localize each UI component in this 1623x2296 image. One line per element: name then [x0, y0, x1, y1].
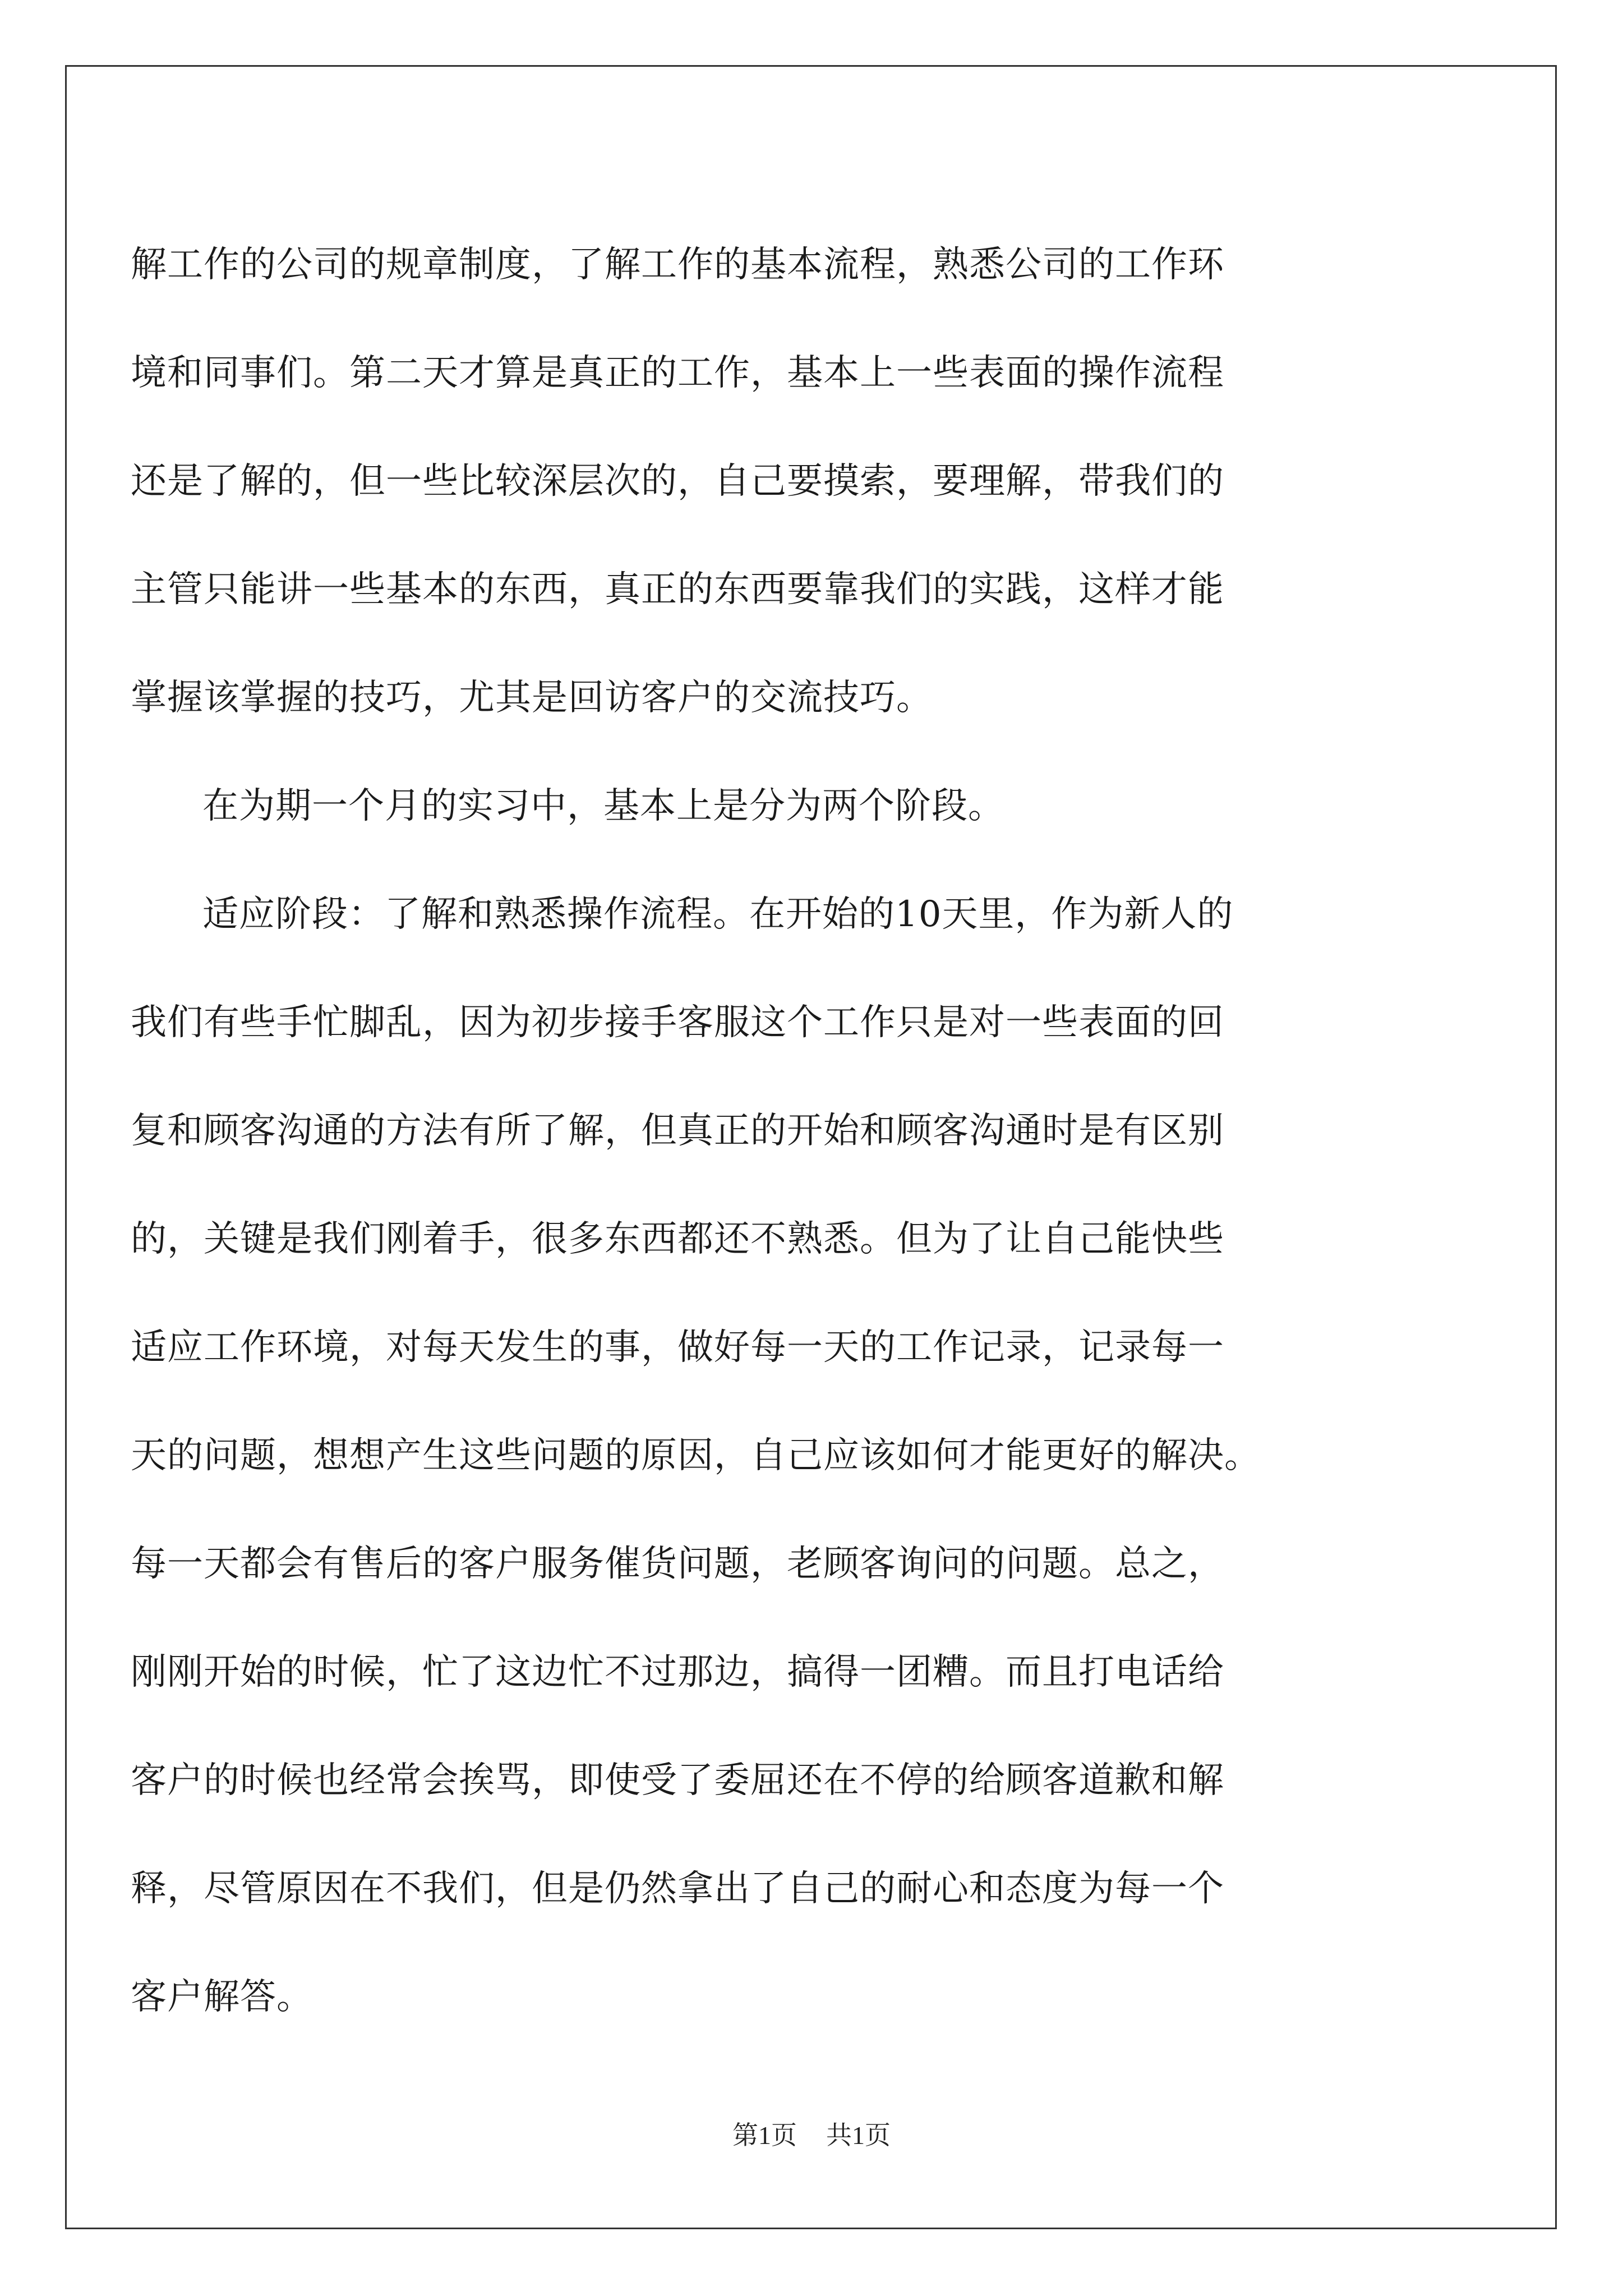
page-footer: [0, 2115, 1623, 2152]
paragraph-3: 适应阶段：了解和熟悉操作流程。在开始的10天里，作为新人的 我们有些手忙脚乱，因为初步接手客服这个工作只是对一些表面的回 复和顾客沟通的方法有所了解，但真正的开始和顾客沟通时是有区别 的，关键是我们刚着手，很多东西都还不熟悉。但为了让自己能快些 适应工作环境，对每天发生的事，做好每一天的工作记录，记录每一 天的问题，想想产生这些问题的原因，自己应该如何才能更好的解决。 每一天都会有售后的客户服务催货问题，老顾客询问的问题。总之， 刚刚开始的时候，忙了这边忙不过那边，搞得一团糟。而且打电话给 客户的时候也经常会挨骂，即使受了委屈还在不停的给顾客道歉和解 释，尽管原因在不我们，但是仍然拿出了自己的耐心和态度为每一个 客户解答。: [131, 894, 1261, 2018]
page-total: 共1页: [826, 2121, 891, 2150]
document-body: [131, 211, 1550, 2051]
paragraph-1: 解工作的公司的规章制度，了解工作的基本流程，熟悉公司的工作环 境和同事们。第二天才算是真正的工作，基本上一些表面的操作流程 还是了解的，但一些比较深层次的，自己要摸索，要理解，带我们的 主管只能讲一些基本的东西，真正的东西要靠我们的实践，这样才能 掌握该掌握的技巧，尤其是回访客户的交流技巧。: [131, 244, 1224, 719]
paragraph-2: 在为期一个月的实习中，基本上是分为两个阶段。: [202, 785, 1004, 827]
page-number: 第1页: [732, 2121, 797, 2150]
